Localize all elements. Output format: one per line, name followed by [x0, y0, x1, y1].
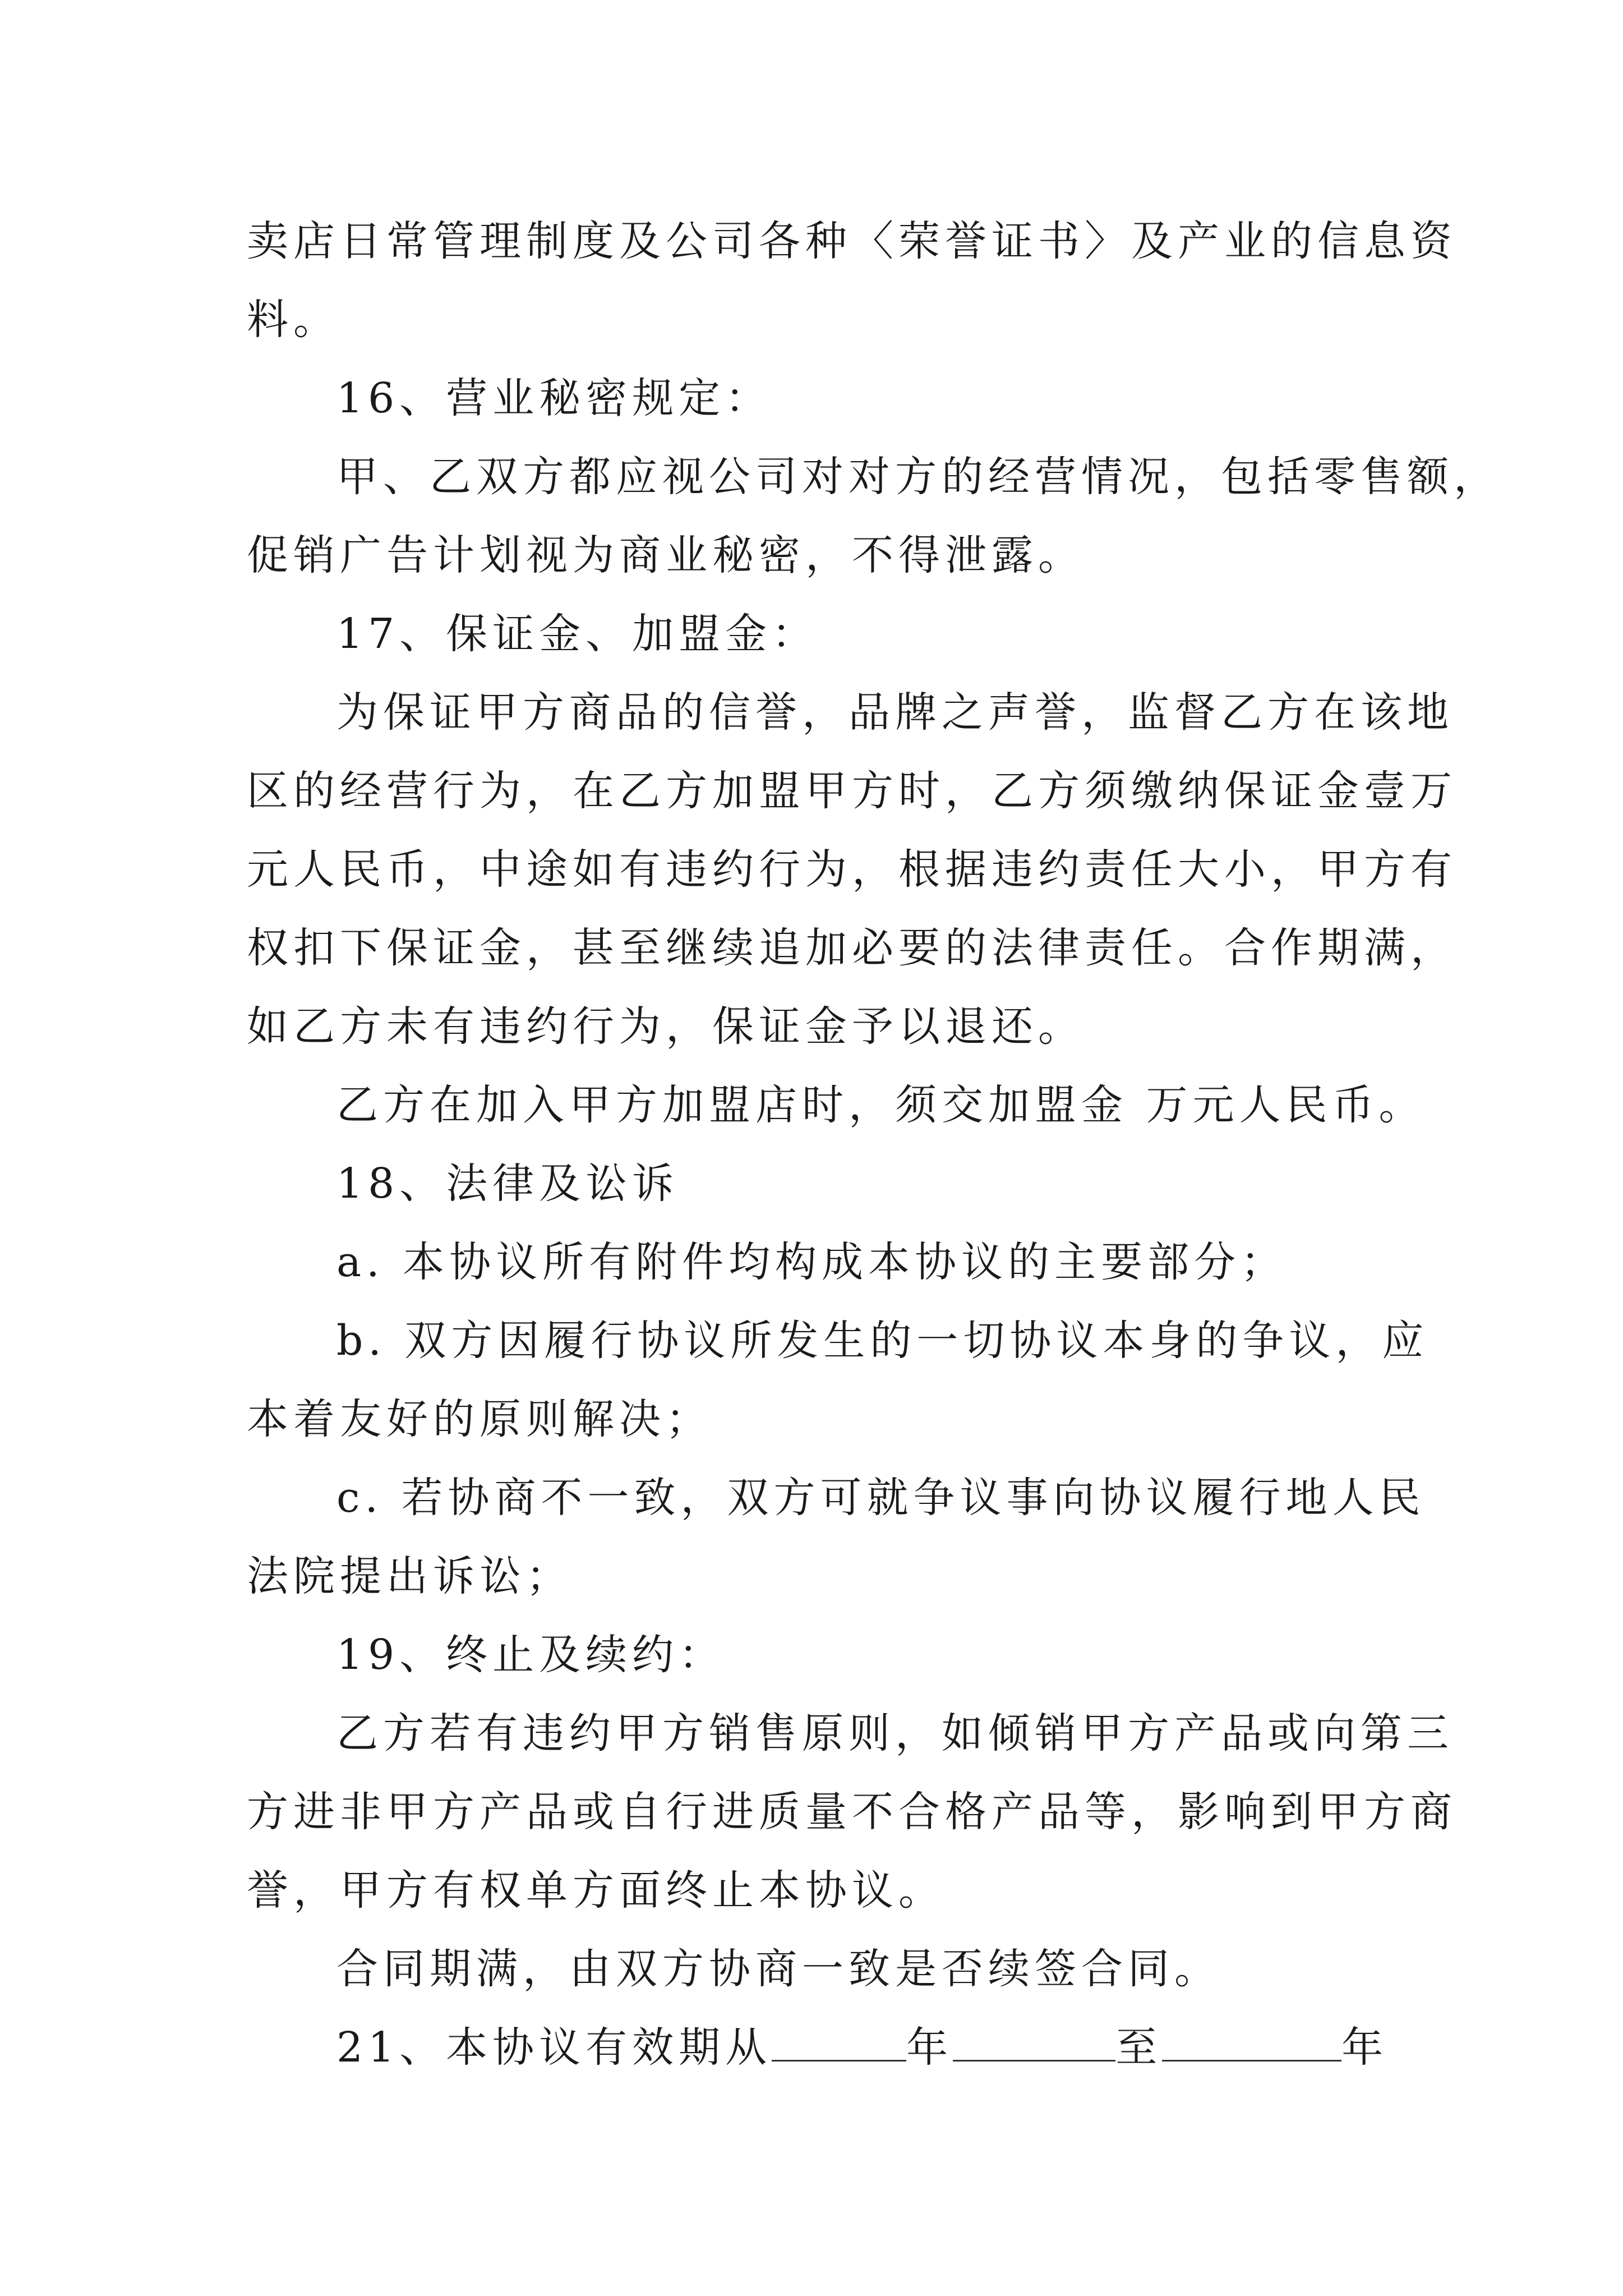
end-year-blank: [1162, 2026, 1341, 2062]
year-label: 年: [1341, 2023, 1389, 2072]
section-heading-18: 18、法律及讼诉: [336, 1159, 679, 1208]
start-date-blank: [953, 2026, 1115, 2062]
year-label: 年: [906, 2023, 953, 2072]
paragraph-line: 法院提出诉讼；: [247, 1552, 573, 1600]
paragraph-line: 方进非甲方产品或自行进质量不合格产品等，影响到甲方商: [247, 1788, 1457, 1836]
paragraph-line: 卖店日常管理制度及公司各种〈荣誉证书〉及产业的信息资: [247, 217, 1457, 265]
paragraph-line: 誉，甲方有权单方面终止本协议。: [247, 1866, 945, 1915]
paragraph-line: 促销广告计划视为商业秘密，不得泄露。: [247, 531, 1085, 579]
paragraph-line: 为保证甲方商品的信誉，品牌之声誉，监督乙方在该地: [336, 688, 1454, 737]
validity-prefix: 21、本协议有效期从: [336, 2023, 772, 2072]
validity-period-line: [336, 2019, 1388, 2076]
paragraph-line: 甲、乙双方都应视公司对对方的经营情况，包括零售额，: [336, 453, 1500, 501]
paragraph-line: 如乙方未有违约行为，保证金予以退还。: [247, 1002, 1085, 1051]
section-heading-16: 16、营业秘密规定：: [336, 374, 772, 422]
section-heading-19: 19、终止及续约：: [336, 1631, 726, 1679]
paragraph-line: 料。: [247, 296, 340, 344]
paragraph-line: 合同期满，由双方协商一致是否续签合同。: [336, 1945, 1221, 1993]
start-year-blank: [772, 2026, 906, 2062]
paragraph-line: 元人民币，中途如有违约行为，根据违约责任大小，甲方有: [247, 845, 1457, 894]
to-label: 至: [1115, 2023, 1163, 2072]
paragraph-line: 乙方在加入甲方加盟店时，须交加盟金 万元人民币。: [336, 1081, 1426, 1129]
paragraph-line: 区的经营行为，在乙方加盟甲方时，乙方须缴纳保证金壹万: [247, 767, 1457, 815]
paragraph-line: 乙方若有违约甲方销售原则，如倾销甲方产品或向第三: [336, 1709, 1454, 1757]
paragraph-line: 本着友好的原则解决；: [247, 1395, 712, 1443]
paragraph-line: a. 本协议所有附件均构成本协议的主要部分；: [336, 1238, 1288, 1286]
paragraph-line: b. 双方因履行协议所发生的一切协议本身的争议，应: [336, 1317, 1429, 1365]
paragraph-line: 权扣下保证金，甚至继续追加必要的法律责任。合作期满，: [247, 924, 1457, 972]
paragraph-line: c. 若协商不一致，双方可就争议事向协议履行地人民: [336, 1474, 1426, 1522]
section-heading-17: 17、保证金、加盟金：: [336, 610, 819, 658]
